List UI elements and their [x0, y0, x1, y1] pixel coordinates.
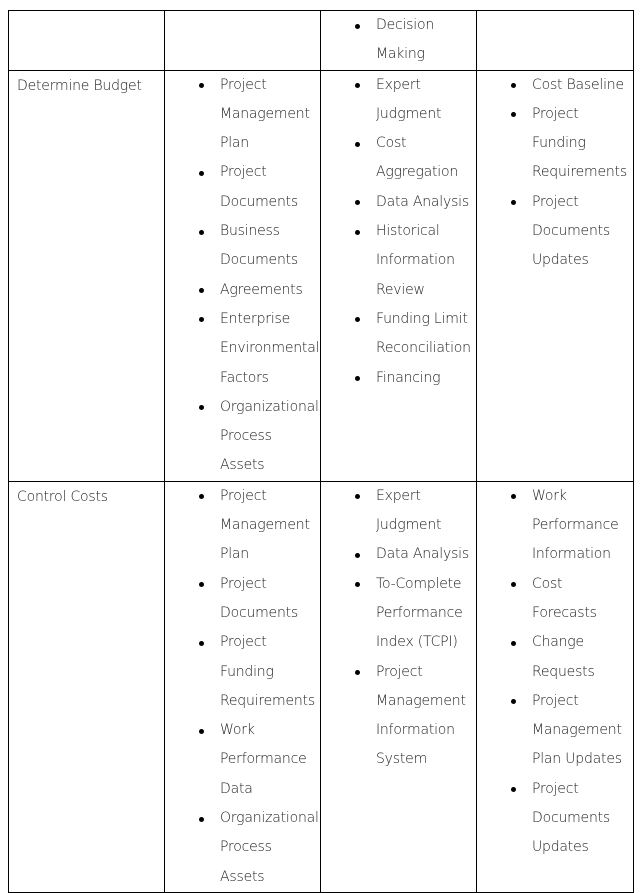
table-row	[9, 481, 634, 892]
list-item: Work Performance Data	[165, 716, 320, 804]
list-item: Expert Judgment	[321, 71, 476, 130]
list-item: Expert Judgment	[321, 482, 476, 541]
list-item: Project Management Plan	[165, 482, 320, 570]
process-name-cell	[9, 11, 165, 71]
list-item: Decision Making	[321, 11, 476, 70]
process-name: Determine Budget	[17, 77, 142, 94]
list-item: Project Documents Updates	[477, 775, 633, 863]
list-item: Organizational Process Assets	[165, 393, 320, 481]
inputs-cell	[165, 481, 321, 892]
inputs-cell	[165, 11, 321, 71]
outputs-cell	[477, 70, 634, 481]
inputs-list	[165, 482, 320, 892]
list-item: Organizational Process Assets	[165, 804, 320, 892]
list-item: Project Documents	[165, 158, 320, 217]
list-item: Change Requests	[477, 628, 633, 687]
tools-list	[321, 71, 476, 393]
list-item: Project Documents	[165, 570, 320, 629]
list-item: Financing	[321, 364, 476, 393]
list-item: Business Documents	[165, 217, 320, 276]
list-item: Project Management Information System	[321, 658, 476, 775]
tools-list	[321, 11, 476, 70]
outputs-list	[477, 71, 633, 276]
list-item: Project Management Plan	[165, 71, 320, 159]
table-row	[9, 11, 634, 71]
list-item: Project Funding Requirements	[165, 628, 320, 716]
table-row	[9, 70, 634, 481]
process-name: Control Costs	[17, 488, 108, 505]
inputs-list	[165, 71, 320, 481]
list-item: Project Funding Requirements	[477, 100, 633, 188]
list-item: Historical Information Review	[321, 217, 476, 305]
list-item: Cost Forecasts	[477, 570, 633, 629]
tools-cell	[321, 481, 477, 892]
tools-cell	[321, 70, 477, 481]
list-item: Enterprise Environmental Factors	[165, 305, 320, 393]
list-item: Work Performance Information	[477, 482, 633, 570]
outputs-cell	[477, 11, 634, 71]
outputs-list	[477, 482, 633, 863]
tools-list	[321, 482, 476, 775]
process-table	[8, 10, 634, 893]
list-item: Cost Baseline	[477, 71, 633, 100]
list-item: Cost Aggregation	[321, 129, 476, 188]
list-item: Project Documents Updates	[477, 188, 633, 276]
list-item: Data Analysis	[321, 188, 476, 217]
list-item: Funding Limit Reconciliation	[321, 305, 476, 364]
inputs-cell	[165, 70, 321, 481]
list-item: Data Analysis	[321, 540, 476, 569]
outputs-cell	[477, 481, 634, 892]
tools-cell	[321, 11, 477, 71]
process-name-cell	[9, 70, 165, 481]
list-item: To-Complete Performance Index (TCPI)	[321, 570, 476, 658]
list-item: Project Management Plan Updates	[477, 687, 633, 775]
process-name-cell	[9, 481, 165, 892]
list-item: Agreements	[165, 276, 320, 305]
